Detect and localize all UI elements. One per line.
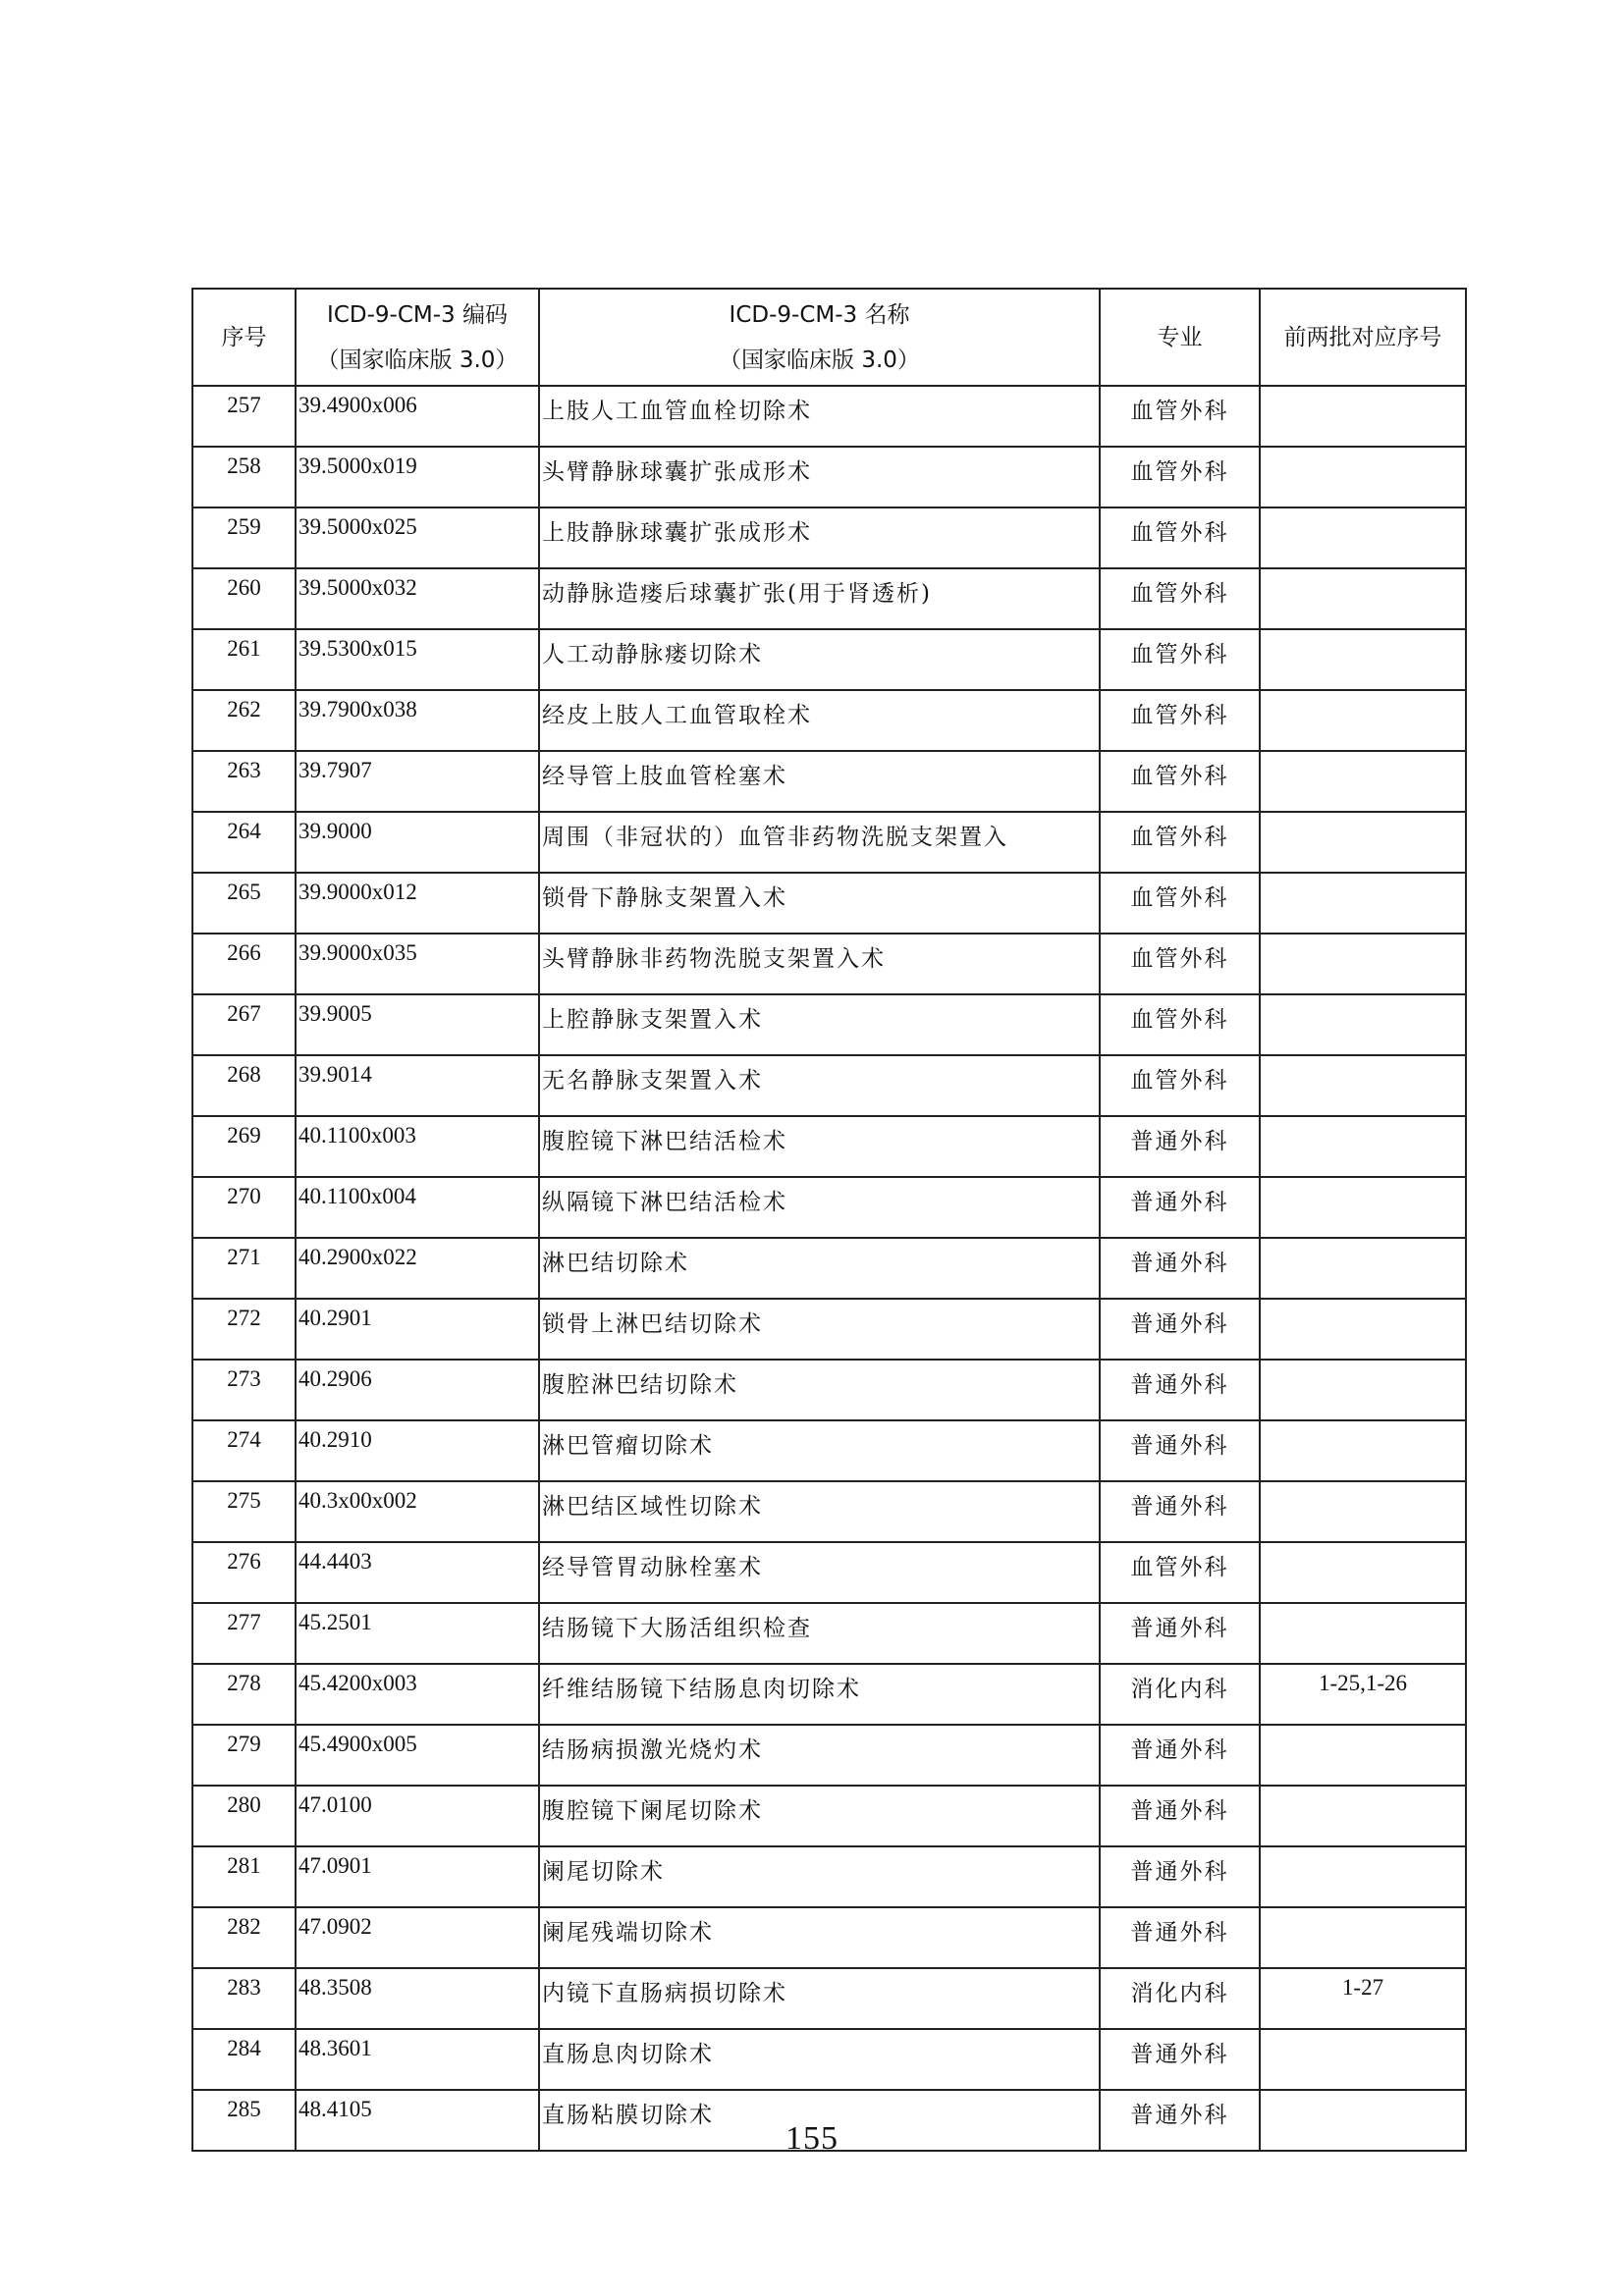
cell-code: 48.4105 [296, 2090, 539, 2151]
cell-specialty: 血管外科 [1100, 447, 1260, 507]
cell-no: 266 [192, 934, 296, 994]
table-row [192, 386, 1466, 447]
cell-code: 45.2501 [296, 1603, 539, 1664]
cell-specialty: 普通外科 [1100, 1907, 1260, 1968]
cell-prev [1260, 873, 1466, 934]
cell-code: 48.3601 [296, 2029, 539, 2090]
cell-specialty: 消化内科 [1100, 1664, 1260, 1725]
cell-no: 279 [192, 1725, 296, 1786]
cell-no: 264 [192, 812, 296, 873]
cell-prev [1260, 812, 1466, 873]
cell-name: 经导管胃动脉栓塞术 [539, 1542, 1100, 1603]
procedure-table [191, 288, 1467, 2152]
cell-prev [1260, 1360, 1466, 1420]
cell-specialty: 血管外科 [1100, 873, 1260, 934]
cell-name: 直肠粘膜切除术 [539, 2090, 1100, 2151]
cell-no: 282 [192, 1907, 296, 1968]
table-row [192, 1786, 1466, 1846]
cell-specialty: 普通外科 [1100, 2029, 1260, 2090]
cell-prev [1260, 568, 1466, 629]
cell-specialty: 血管外科 [1100, 1542, 1260, 1603]
cell-specialty: 血管外科 [1100, 751, 1260, 812]
cell-name: 纵隔镜下淋巴结活检术 [539, 1177, 1100, 1238]
cell-no: 261 [192, 629, 296, 690]
cell-name: 淋巴结切除术 [539, 1238, 1100, 1299]
cell-code: 45.4900x005 [296, 1725, 539, 1786]
cell-specialty: 普通外科 [1100, 1786, 1260, 1846]
cell-prev [1260, 1846, 1466, 1907]
cell-specialty: 普通外科 [1100, 1360, 1260, 1420]
cell-specialty: 血管外科 [1100, 994, 1260, 1055]
cell-prev: 1-27 [1260, 1968, 1466, 2029]
cell-code: 39.9000x035 [296, 934, 539, 994]
table-row [192, 1481, 1466, 1542]
cell-prev [1260, 629, 1466, 690]
cell-no: 267 [192, 994, 296, 1055]
cell-name: 经皮上肢人工血管取栓术 [539, 690, 1100, 751]
table-row [192, 507, 1466, 568]
table-row [192, 1603, 1466, 1664]
table-row [192, 812, 1466, 873]
cell-name: 直肠息肉切除术 [539, 2029, 1100, 2090]
cell-code: 40.2906 [296, 1360, 539, 1420]
cell-name: 腹腔镜下阑尾切除术 [539, 1786, 1100, 1846]
table-header-row [192, 289, 1466, 386]
cell-code: 40.2900x022 [296, 1238, 539, 1299]
cell-code: 48.3508 [296, 1968, 539, 2029]
cell-no: 275 [192, 1481, 296, 1542]
cell-name: 无名静脉支架置入术 [539, 1055, 1100, 1116]
cell-prev [1260, 447, 1466, 507]
cell-specialty: 普通外科 [1100, 1238, 1260, 1299]
cell-code: 39.5300x015 [296, 629, 539, 690]
cell-code: 39.9005 [296, 994, 539, 1055]
cell-prev [1260, 690, 1466, 751]
cell-prev [1260, 1786, 1466, 1846]
cell-prev [1260, 1238, 1466, 1299]
cell-prev [1260, 994, 1466, 1055]
header-code [296, 289, 539, 386]
cell-specialty: 普通外科 [1100, 1116, 1260, 1177]
table-row [192, 629, 1466, 690]
cell-prev [1260, 1542, 1466, 1603]
cell-code: 39.5000x032 [296, 568, 539, 629]
cell-no: 258 [192, 447, 296, 507]
cell-name: 腹腔淋巴结切除术 [539, 1360, 1100, 1420]
table-row [192, 1055, 1466, 1116]
table-row [192, 1542, 1466, 1603]
cell-name: 上肢静脉球囊扩张成形术 [539, 507, 1100, 568]
cell-no: 268 [192, 1055, 296, 1116]
table-row [192, 1360, 1466, 1420]
cell-name: 头臂静脉非药物洗脱支架置入术 [539, 934, 1100, 994]
cell-code: 47.0901 [296, 1846, 539, 1907]
cell-no: 270 [192, 1177, 296, 1238]
cell-no: 260 [192, 568, 296, 629]
cell-prev [1260, 1603, 1466, 1664]
cell-no: 285 [192, 2090, 296, 2151]
cell-prev [1260, 1177, 1466, 1238]
table-row [192, 1846, 1466, 1907]
cell-no: 277 [192, 1603, 296, 1664]
cell-no: 257 [192, 386, 296, 447]
cell-specialty: 血管外科 [1100, 812, 1260, 873]
cell-prev [1260, 507, 1466, 568]
cell-name: 内镜下直肠病损切除术 [539, 1968, 1100, 2029]
cell-specialty: 普通外科 [1100, 1481, 1260, 1542]
cell-specialty: 普通外科 [1100, 1177, 1260, 1238]
cell-prev [1260, 1907, 1466, 1968]
cell-prev [1260, 1116, 1466, 1177]
cell-name: 人工动静脉瘘切除术 [539, 629, 1100, 690]
cell-name: 淋巴管瘤切除术 [539, 1420, 1100, 1481]
header-code-line2: （国家临床版 3.0） [316, 347, 518, 373]
cell-specialty: 血管外科 [1100, 568, 1260, 629]
cell-specialty: 血管外科 [1100, 1055, 1260, 1116]
table-body [192, 386, 1466, 2151]
cell-code: 39.9000 [296, 812, 539, 873]
cell-name: 上肢人工血管血栓切除术 [539, 386, 1100, 447]
cell-name: 周围（非冠状的）血管非药物洗脱支架置入 [539, 812, 1100, 873]
cell-name: 头臂静脉球囊扩张成形术 [539, 447, 1100, 507]
cell-no: 269 [192, 1116, 296, 1177]
header-code-line1: ICD-9-CM-3 编码 [327, 301, 508, 328]
cell-no: 276 [192, 1542, 296, 1603]
cell-code: 40.2901 [296, 1299, 539, 1360]
cell-code: 39.5000x025 [296, 507, 539, 568]
cell-prev: 1-25,1-26 [1260, 1664, 1466, 1725]
cell-no: 281 [192, 1846, 296, 1907]
cell-specialty: 血管外科 [1100, 507, 1260, 568]
cell-specialty: 普通外科 [1100, 1725, 1260, 1786]
cell-name: 结肠病损激光烧灼术 [539, 1725, 1100, 1786]
table-row [192, 1968, 1466, 2029]
cell-no: 278 [192, 1664, 296, 1725]
cell-name: 结肠镜下大肠活组织检查 [539, 1603, 1100, 1664]
table-row [192, 1907, 1466, 1968]
cell-code: 44.4403 [296, 1542, 539, 1603]
table-row [192, 690, 1466, 751]
cell-no: 263 [192, 751, 296, 812]
cell-no: 273 [192, 1360, 296, 1420]
cell-specialty: 普通外科 [1100, 2090, 1260, 2151]
cell-specialty: 消化内科 [1100, 1968, 1260, 2029]
cell-code: 47.0902 [296, 1907, 539, 1968]
cell-code: 39.7907 [296, 751, 539, 812]
cell-code: 40.2910 [296, 1420, 539, 1481]
cell-specialty: 普通外科 [1100, 1846, 1260, 1907]
table-row [192, 2029, 1466, 2090]
table-row [192, 1177, 1466, 1238]
table-row [192, 1664, 1466, 1725]
cell-code: 47.0100 [296, 1786, 539, 1846]
cell-name: 纤维结肠镜下结肠息肉切除术 [539, 1664, 1100, 1725]
table-row [192, 934, 1466, 994]
cell-prev [1260, 2029, 1466, 2090]
header-name-line1: ICD-9-CM-3 名称 [729, 301, 910, 328]
cell-code: 39.9000x012 [296, 873, 539, 934]
cell-prev [1260, 1299, 1466, 1360]
cell-no: 272 [192, 1299, 296, 1360]
header-no: 序号 [192, 289, 296, 386]
cell-name: 动静脉造瘘后球囊扩张(用于肾透析) [539, 568, 1100, 629]
cell-code: 40.1100x003 [296, 1116, 539, 1177]
cell-name: 锁骨下静脉支架置入术 [539, 873, 1100, 934]
cell-name: 腹腔镜下淋巴结活检术 [539, 1116, 1100, 1177]
cell-prev [1260, 934, 1466, 994]
cell-no: 271 [192, 1238, 296, 1299]
cell-code: 39.7900x038 [296, 690, 539, 751]
table-row [192, 447, 1466, 507]
table-row [192, 994, 1466, 1055]
cell-name: 经导管上肢血管栓塞术 [539, 751, 1100, 812]
table-row [192, 1725, 1466, 1786]
cell-no: 284 [192, 2029, 296, 2090]
cell-no: 283 [192, 1968, 296, 2029]
table-row [192, 1116, 1466, 1177]
cell-prev [1260, 386, 1466, 447]
cell-specialty: 普通外科 [1100, 1420, 1260, 1481]
table-row [192, 751, 1466, 812]
cell-prev [1260, 751, 1466, 812]
cell-name: 上腔静脉支架置入术 [539, 994, 1100, 1055]
cell-no: 262 [192, 690, 296, 751]
cell-prev [1260, 1481, 1466, 1542]
cell-prev [1260, 1420, 1466, 1481]
cell-no: 280 [192, 1786, 296, 1846]
cell-specialty: 血管外科 [1100, 629, 1260, 690]
cell-name: 锁骨上淋巴结切除术 [539, 1299, 1100, 1360]
table-row [192, 568, 1466, 629]
cell-specialty: 普通外科 [1100, 1299, 1260, 1360]
cell-name: 阑尾切除术 [539, 1846, 1100, 1907]
cell-name: 淋巴结区域性切除术 [539, 1481, 1100, 1542]
cell-specialty: 普通外科 [1100, 1603, 1260, 1664]
header-prev: 前两批对应序号 [1260, 289, 1466, 386]
cell-code: 39.4900x006 [296, 386, 539, 447]
cell-prev [1260, 1725, 1466, 1786]
cell-code: 40.3x00x002 [296, 1481, 539, 1542]
header-specialty: 专业 [1100, 289, 1260, 386]
header-name-line2: （国家临床版 3.0） [719, 347, 920, 373]
cell-specialty: 血管外科 [1100, 934, 1260, 994]
table-row [192, 873, 1466, 934]
cell-no: 274 [192, 1420, 296, 1481]
table-row [192, 1420, 1466, 1481]
page-number: 155 [785, 2120, 839, 2157]
cell-code: 39.9014 [296, 1055, 539, 1116]
table-row [192, 1238, 1466, 1299]
cell-prev [1260, 1055, 1466, 1116]
cell-specialty: 血管外科 [1100, 690, 1260, 751]
table-row [192, 1299, 1466, 1360]
cell-no: 265 [192, 873, 296, 934]
cell-name: 阑尾残端切除术 [539, 1907, 1100, 1968]
cell-code: 39.5000x019 [296, 447, 539, 507]
cell-code: 45.4200x003 [296, 1664, 539, 1725]
cell-specialty: 血管外科 [1100, 386, 1260, 447]
header-name [539, 289, 1100, 386]
cell-no: 259 [192, 507, 296, 568]
cell-code: 40.1100x004 [296, 1177, 539, 1238]
